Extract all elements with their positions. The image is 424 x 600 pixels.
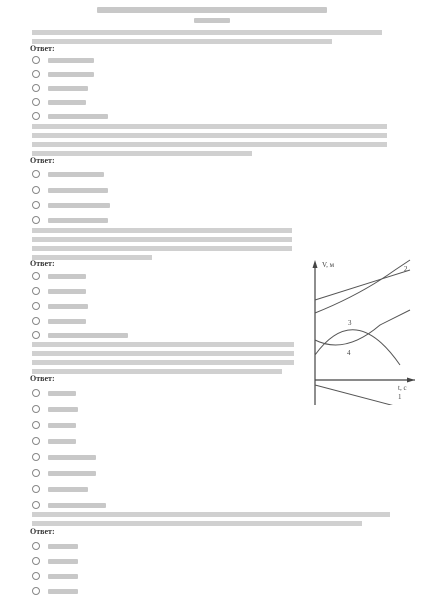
question-4-option[interactable] (32, 469, 96, 479)
question-3-option[interactable] (32, 331, 128, 341)
question-3-text (32, 246, 292, 251)
radio-button[interactable] (32, 216, 40, 224)
question-2-text (32, 124, 387, 129)
question-4-option[interactable] (32, 501, 106, 511)
x-axis-arrow (407, 378, 415, 383)
curve-label: 1 (398, 393, 402, 401)
radio-button[interactable] (32, 389, 40, 397)
x-axis-label: t, с (398, 384, 407, 392)
radio-button[interactable] (32, 421, 40, 429)
curve-label: 3 (348, 319, 352, 327)
radio-button[interactable] (32, 453, 40, 461)
question-1-option[interactable] (32, 56, 94, 66)
question-4-option[interactable] (32, 389, 76, 399)
question-5-text (32, 512, 390, 517)
question-2-text (32, 142, 387, 147)
question-3-text (32, 237, 292, 242)
question-1-option[interactable] (32, 84, 88, 94)
question-4-option[interactable] (32, 405, 78, 415)
radio-button[interactable] (32, 170, 40, 178)
question-5-option[interactable] (32, 572, 78, 582)
graph-line-1 (315, 385, 410, 405)
question-1-text (32, 39, 332, 44)
curve-label: 4 (347, 349, 351, 357)
answers-label: Ответ: (30, 44, 55, 53)
graph-line-2 (315, 270, 410, 300)
question-1-option[interactable] (32, 112, 108, 122)
answers-label: Ответ: (30, 259, 55, 268)
question-5-option[interactable] (32, 557, 78, 567)
radio-button[interactable] (32, 317, 40, 325)
answers-label: Ответ: (30, 527, 55, 536)
question-3-option[interactable] (32, 272, 86, 282)
question-2-text (32, 151, 252, 156)
graph-curve-4 (315, 330, 400, 365)
question-4-text (32, 342, 294, 347)
radio-button[interactable] (32, 501, 40, 509)
curve-label: 2 (404, 265, 408, 273)
radio-button[interactable] (32, 437, 40, 445)
question-4-option[interactable] (32, 437, 76, 447)
question-5-option[interactable] (32, 587, 78, 597)
question-4-option[interactable] (32, 421, 76, 431)
question-2-option[interactable] (32, 216, 108, 226)
question-5-text (32, 521, 362, 526)
question-1-option[interactable] (32, 98, 86, 108)
radio-button[interactable] (32, 70, 40, 78)
question-4-text (32, 351, 294, 356)
answers-label: Ответ: (30, 374, 55, 383)
radio-button[interactable] (32, 485, 40, 493)
radio-button[interactable] (32, 331, 40, 339)
question-4-option[interactable] (32, 485, 88, 495)
question-2-option[interactable] (32, 201, 110, 211)
document-variant (0, 15, 424, 24)
question-1-option[interactable] (32, 70, 94, 80)
y-axis-label: V, м (322, 261, 335, 269)
question-2-option[interactable] (32, 170, 104, 180)
radio-button[interactable] (32, 56, 40, 64)
radio-button[interactable] (32, 587, 40, 595)
question-4-text (32, 360, 294, 365)
radio-button[interactable] (32, 186, 40, 194)
question-5-option[interactable] (32, 542, 78, 552)
radio-button[interactable] (32, 272, 40, 280)
radio-button[interactable] (32, 572, 40, 580)
question-2-text (32, 133, 387, 138)
radio-button[interactable] (32, 405, 40, 413)
question-4-text (32, 369, 282, 374)
radio-button[interactable] (32, 287, 40, 295)
answers-label: Ответ: (30, 156, 55, 165)
question-3-option[interactable] (32, 302, 88, 312)
question-4-option[interactable] (32, 453, 96, 463)
y-axis-arrow (313, 260, 318, 268)
radio-button[interactable] (32, 201, 40, 209)
question-2-option[interactable] (32, 186, 108, 196)
radio-button[interactable] (32, 469, 40, 477)
question-3-option[interactable] (32, 317, 86, 327)
radio-button[interactable] (32, 98, 40, 106)
radio-button[interactable] (32, 542, 40, 550)
radio-button[interactable] (32, 557, 40, 565)
question-3-option[interactable] (32, 287, 86, 297)
radio-button[interactable] (32, 302, 40, 310)
document-title (0, 4, 424, 14)
radio-button[interactable] (32, 84, 40, 92)
question-3-text (32, 228, 292, 233)
question-1-text (32, 30, 382, 35)
velocity-time-graph (300, 255, 415, 405)
radio-button[interactable] (32, 112, 40, 120)
